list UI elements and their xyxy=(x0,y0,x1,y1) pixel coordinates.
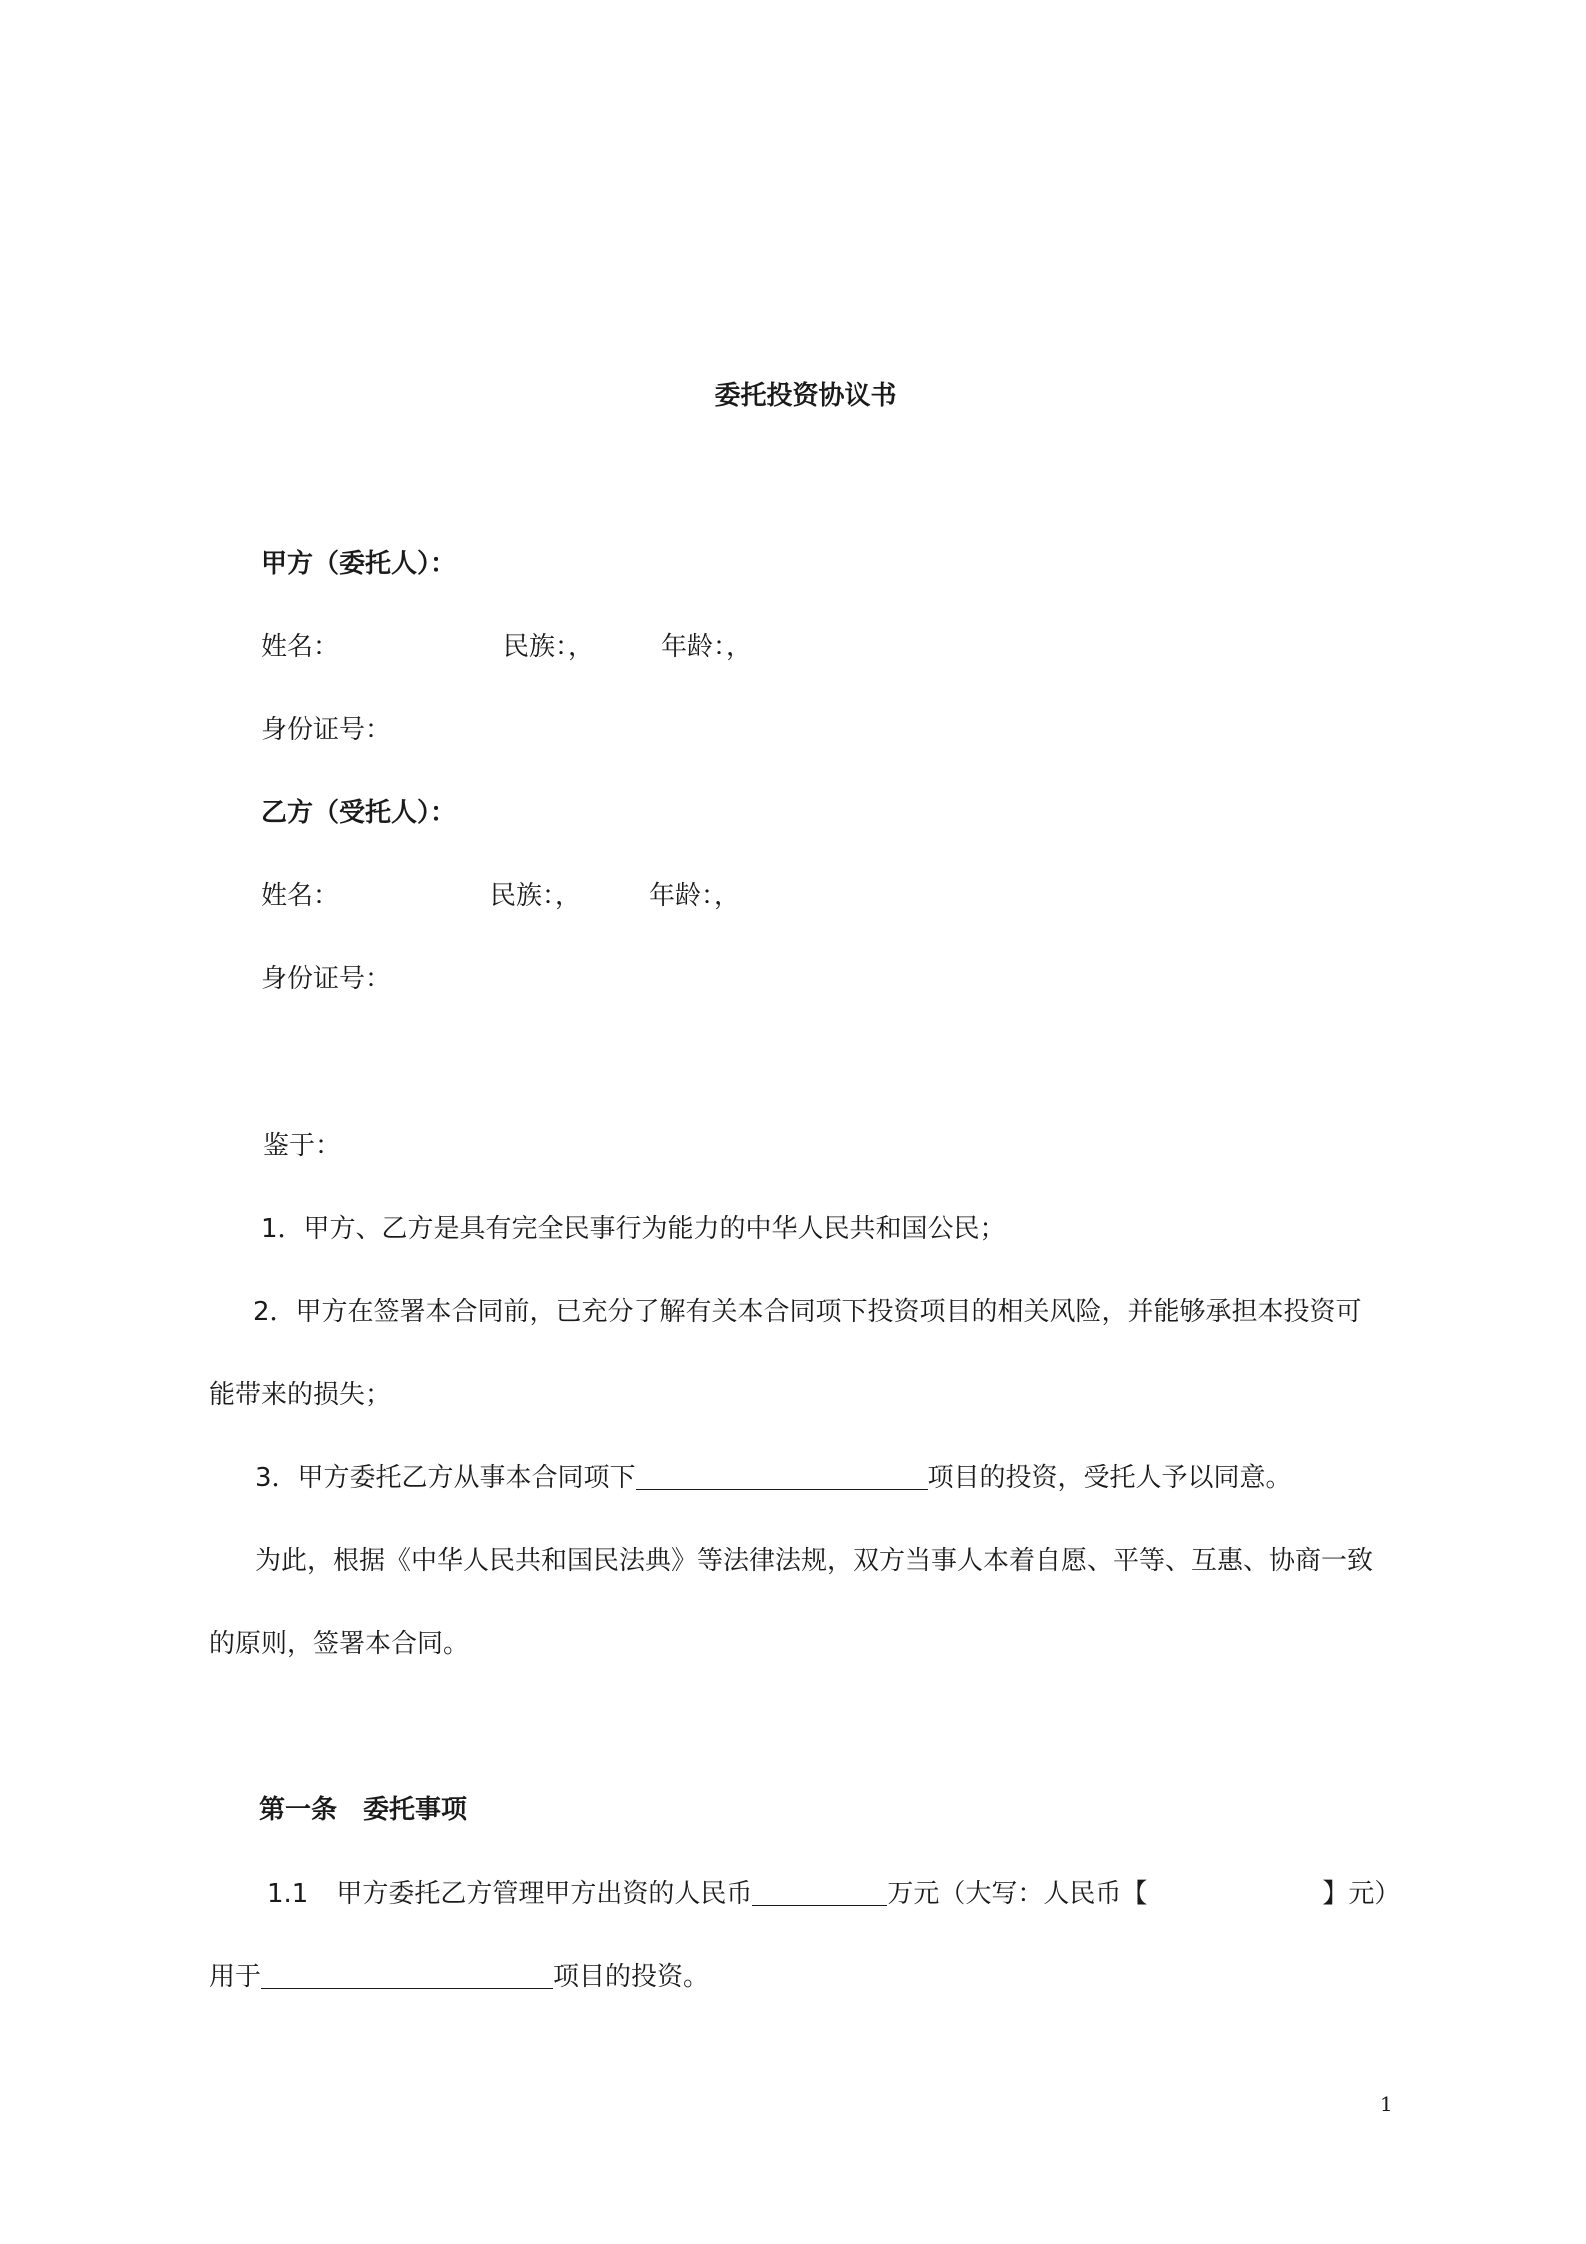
clause-1-1-line-2-text-after: 项目的投资。 xyxy=(553,1962,710,1992)
recital-item-1: 1．甲方、乙方是具有完全民事行为能力的中华人民共和国公民； xyxy=(261,1214,1006,1244)
legal-basis-line-1: 为此，根据《中华人民共和国民法典》等法律法规，双方当事人本着自愿、平等、互惠、协商一致 xyxy=(255,1546,1374,1576)
clause-1-1-text-2: 万元（大写：人民币【 xyxy=(887,1879,1148,1909)
recitals-heading: 鉴于： xyxy=(263,1131,342,1161)
party-a-heading: 甲方（委托人）： xyxy=(261,549,457,579)
clause-1-1-text-1: 甲方委托乙方管理甲方出资的人民币 xyxy=(336,1879,753,1909)
party-a-ethnicity-label: 民族：， xyxy=(503,632,595,662)
page-number: 1 xyxy=(1380,2092,1393,2116)
legal-basis-line-2: 的原则，签署本合同。 xyxy=(209,1629,470,1659)
party-b-heading: 乙方（受托人）： xyxy=(261,798,457,828)
project-name-blank[interactable] xyxy=(636,1461,928,1490)
recital-item-3-text-before: 3．甲方委托乙方从事本合同项下 xyxy=(255,1463,636,1493)
article-1-heading: 第一条 委托事项 xyxy=(259,1795,468,1825)
party-a-name-label: 姓名： xyxy=(261,632,340,662)
document-title: 委托投资协议书 xyxy=(714,381,897,411)
recital-item-3-text-after: 项目的投资，受托人予以同意。 xyxy=(927,1463,1292,1493)
recital-item-3 xyxy=(255,1460,1292,1496)
party-b-name-label: 姓名： xyxy=(261,881,340,911)
clause-1-1-line-1 xyxy=(267,1876,1400,1912)
clause-1-1-line-2-text-before: 用于 xyxy=(209,1962,262,1992)
recital-item-2-line-1: 2．甲方在签署本合同前，已充分了解有关本合同项下投资项目的相关风险，并能够承担本投资可 xyxy=(253,1297,1362,1327)
party-b-id-label: 身份证号： xyxy=(261,964,392,994)
party-b-age-label: 年龄：， xyxy=(649,881,741,911)
investment-project-blank[interactable] xyxy=(261,1960,553,1989)
recital-item-2-line-2: 能带来的损失； xyxy=(209,1380,392,1410)
clause-1-1-text-3: 】元） xyxy=(1322,1879,1401,1909)
party-b-ethnicity-label: 民族：， xyxy=(490,881,582,911)
amount-blank[interactable] xyxy=(752,1877,887,1906)
clause-1-1-number: 1.1 xyxy=(267,1879,309,1909)
party-a-age-label: 年龄：， xyxy=(661,632,753,662)
clause-1-1-line-2 xyxy=(209,1959,709,1995)
party-a-id-label: 身份证号： xyxy=(261,715,392,745)
